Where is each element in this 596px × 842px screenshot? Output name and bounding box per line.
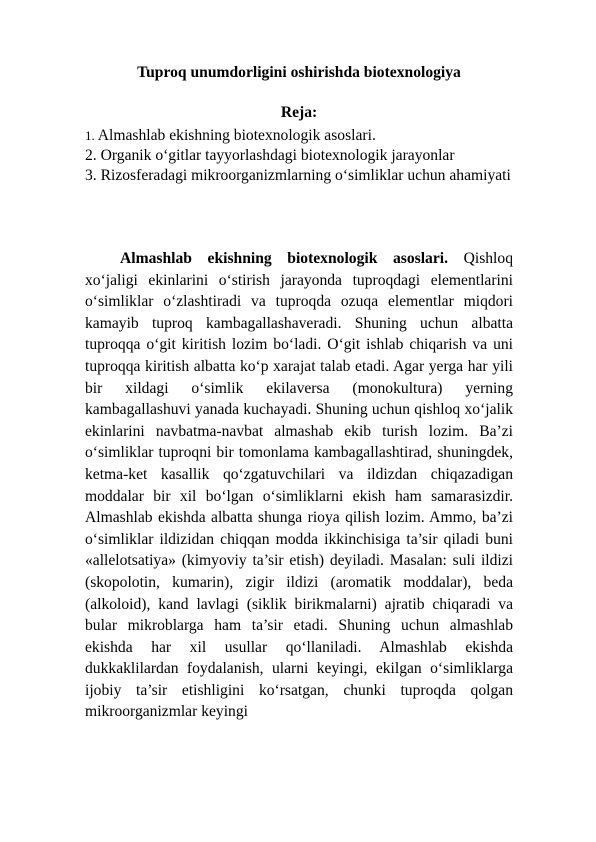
- section-lead: Almashlab ekishning biotexnologik asoslari.: [120, 250, 448, 267]
- plan-item-text: Almashlab ekishning biotexnologik asoslari.: [94, 127, 376, 144]
- plan-item-number: 3.: [85, 167, 97, 184]
- document-title: Tuproq unumdorligini oshirishda biotexnologiya: [137, 64, 461, 81]
- plan-heading: Reja:: [280, 104, 318, 121]
- plan-item: [85, 126, 513, 146]
- section-paragraph: [85, 248, 513, 723]
- plan-item-number: 1.: [85, 128, 95, 143]
- plan-item-text: Rizosferadagi mikroorganizmlarning o‘simliklar uchun ahamiyati: [96, 167, 511, 184]
- plan-list: [85, 126, 513, 186]
- plan-item-number: 2.: [85, 147, 97, 164]
- section-body: Qishloq xo‘jaligi ekinlarini o‘stirish jarayonda tuproqdagi elementlarini o‘simliklar o‘zlashtiradi va tuproqda ozuqa elementlar miqdori kamayib tuproq kambagallashaveradi. Shuning uchun albatta tuproqqa o‘git kiritish lozim bo‘ladi. O‘git ishlab chiqarish va uni tuproqqa kiritish albatta ko‘p xarajat talab etadi. Agar yerga har yili bir xildagi o‘simlik ekilaversa (monokultura) yerning kambagallashuvi yanada kuchayadi. Shuning uchun qishloq xo‘jalik ekinlarini navbatma-navbat almashab ekib turish lozim. Ba’zi o‘simliklar tuproqni bir tomonlama kambagallashtirad, shuningdek, ketma-ket kasallik qo‘zgatuvchilari va ildizdan chiqazadigan moddalar bir xil bo‘lgan o‘simliklarni ekish ham samarasizdir. Almashlab ekishda albatta shunga rioya qilish lozim. Ammo, ba’zi o‘simliklar ildizidan chiqqan modda ikkinchisiga ta’sir qiladi buni «allelotsatiya» (kimyoviy ta’sir etish) deyiladi. Masalan: suli ildizi (skopolotin, kumarin), zigir ildizi (aromatik moddalar), beda (alkoloid), kand lavlagi (siklik birikmalarni) ajratib chiqaradi va bular mikroblarga ham ta’sir etadi. Shuning uchun almashlab ekishda har xil usullar qo‘llaniladi. Almashlab ekishda dukkaklilardan foydalanish, ularni keyingi, ekilgan o‘simliklarga ijobiy ta’sir etishligini ko‘rsatgan, chunki tuproqda qolgan mikroorganizmlar keyingi: [85, 250, 513, 721]
- plan-item: [85, 166, 513, 186]
- plan-item-text: Organik o‘gitlar tayyorlashdagi biotexnologik jarayonlar: [96, 147, 455, 164]
- plan-item: [85, 146, 513, 166]
